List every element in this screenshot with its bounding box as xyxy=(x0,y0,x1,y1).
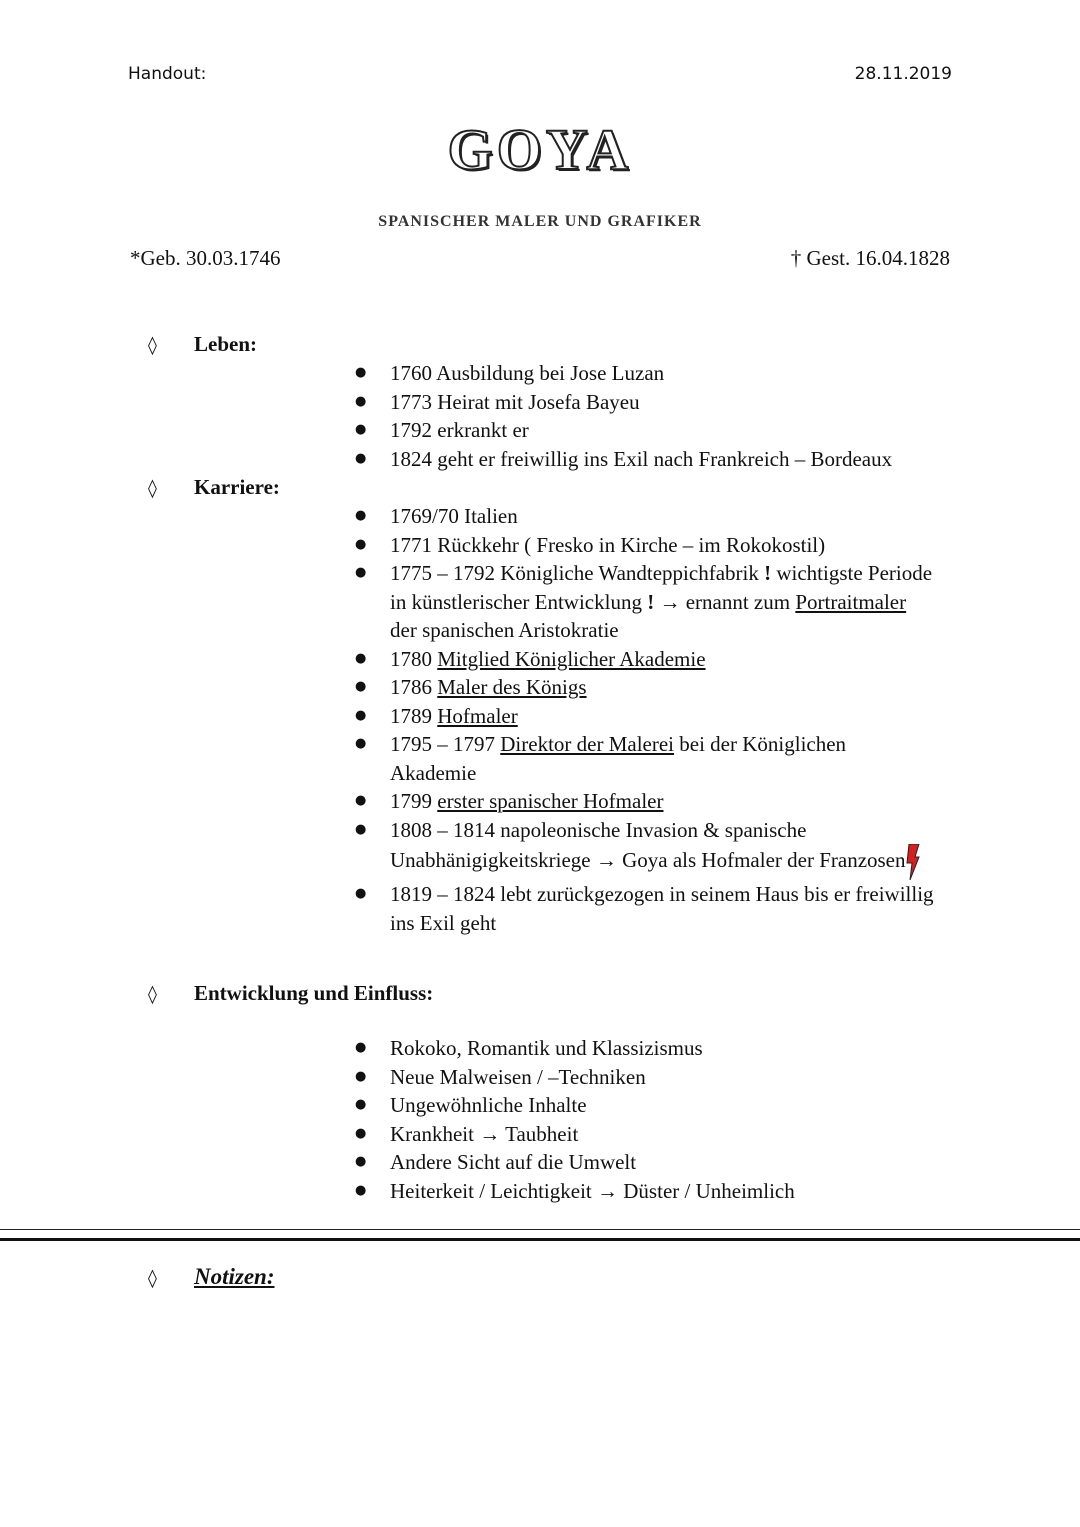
karriere-list xyxy=(355,502,935,937)
item-text: Ungewöhnliche Inhalte xyxy=(390,1093,587,1117)
list-item: ● 1824 geht er freiwillig ins Exil nach Frankreich – Bordeaux xyxy=(355,445,935,474)
divider-thin xyxy=(0,1229,1080,1230)
arrow-right-icon: → xyxy=(597,1178,619,1203)
list-item xyxy=(355,730,935,787)
section-karriere-heading xyxy=(148,475,280,500)
exclamation-mark: ! xyxy=(764,561,772,585)
item-year: 1799 xyxy=(390,789,438,813)
lightning-bolt-icon xyxy=(906,844,920,880)
section-entwicklung-heading xyxy=(148,981,433,1006)
date: 28.11.2019 xyxy=(854,64,952,84)
diamond-icon: ◊ xyxy=(148,335,157,356)
list-item: ● 1792 erkrankt er xyxy=(355,416,935,445)
list-item xyxy=(355,1148,935,1177)
subtitle: SPANISCHER MALER UND GRAFIKER xyxy=(378,213,702,230)
underlined-text: Mitglied Königlicher Akademie xyxy=(437,646,706,671)
item-text: Heiterkeit / Leichtigkeit xyxy=(390,1178,598,1203)
item-year: 1780 xyxy=(390,646,438,671)
item-text: ernannt zum xyxy=(680,589,796,614)
death-date: † Gest. 16.04.1828 xyxy=(790,246,950,270)
item-year: 1789 xyxy=(390,703,438,728)
list-item xyxy=(355,645,935,674)
arrow-right-icon: → xyxy=(479,1121,501,1146)
entwicklung-list xyxy=(355,1034,935,1205)
item-text: 1771 Rückkehr ( Fresko in Kirche – im Rokokostil) xyxy=(390,532,826,557)
item-text: 1775 – 1792 Königliche Wandteppichfabrik xyxy=(390,561,765,585)
item-text: Andere Sicht auf die Umwelt xyxy=(390,1150,637,1174)
list-item xyxy=(355,1177,935,1206)
item-text: Neue Malweisen / –Techniken xyxy=(390,1064,646,1089)
list-item xyxy=(355,1120,935,1149)
item-text: 1769/70 Italien xyxy=(390,504,518,528)
diamond-icon: ◊ xyxy=(148,478,157,499)
item-year: 1795 – 1797 xyxy=(390,732,501,756)
page-title: GOYA xyxy=(447,117,633,182)
list-item xyxy=(355,559,935,645)
list-item: ● 1773 Heirat mit Josefa Bayeu xyxy=(355,388,935,417)
underlined-text: erster spanischer Hofmaler xyxy=(437,789,664,813)
diamond-icon: ◊ xyxy=(148,984,157,1005)
list-item xyxy=(355,502,935,531)
divider-thick xyxy=(0,1238,1080,1241)
list-item: ● 1760 Ausbildung bei Jose Luzan xyxy=(355,359,935,388)
section-notizen-heading xyxy=(148,1264,275,1290)
section-label: Leben: xyxy=(194,332,257,356)
list-item xyxy=(355,1063,935,1092)
section-label: Entwicklung und Einfluss: xyxy=(194,981,434,1005)
item-text: Düster / Unheimlich xyxy=(618,1178,795,1203)
section-leben-heading xyxy=(148,332,257,357)
arrow-right-icon: → xyxy=(595,847,617,872)
list-item xyxy=(355,880,935,937)
arrow-right-icon: → xyxy=(659,589,681,614)
item-year: 1786 xyxy=(390,675,438,699)
list-item xyxy=(355,673,935,702)
underlined-text: Maler des Königs xyxy=(437,675,587,699)
item-text: wichtigste Periode in künstlerischer Entwicklung xyxy=(390,561,933,614)
underlined-text: Hofmaler xyxy=(437,703,518,728)
item-text: Goya als Hofmaler der Franzosen xyxy=(616,847,906,872)
list-item xyxy=(355,787,935,816)
exclamation-mark: ! xyxy=(647,589,655,614)
item-text: 1808 – 1814 napoleonische Invasion & spanische Unabhänigigkeitskriege xyxy=(390,817,807,872)
handout-label: Handout: xyxy=(128,64,207,84)
list-item xyxy=(355,1091,935,1120)
diamond-icon: ◊ xyxy=(148,1268,157,1289)
item-text: Taubheit xyxy=(500,1121,579,1146)
underlined-text: Portraitmaler xyxy=(795,589,907,614)
birth-date: *Geb. 30.03.1746 xyxy=(130,246,281,270)
list-item xyxy=(355,1034,935,1063)
leben-list xyxy=(355,359,935,473)
section-label: Karriere: xyxy=(194,475,280,499)
list-item xyxy=(355,702,935,731)
list-item xyxy=(355,531,935,560)
item-text: bei der Königlichen Akademie xyxy=(390,732,847,785)
item-text: 1819 – 1824 lebt zurückgezogen in seinem Haus bis er freiwillig ins Exil geht xyxy=(390,882,934,935)
item-text: Krankheit xyxy=(390,1121,480,1146)
item-text: Rokoko, Romantik und Klassizismus xyxy=(390,1036,703,1060)
item-text: der spanischen Aristokratie xyxy=(390,618,619,642)
section-label: Notizen: xyxy=(194,1264,275,1289)
list-item xyxy=(355,816,935,881)
underlined-text: Direktor der Malerei xyxy=(500,732,675,756)
